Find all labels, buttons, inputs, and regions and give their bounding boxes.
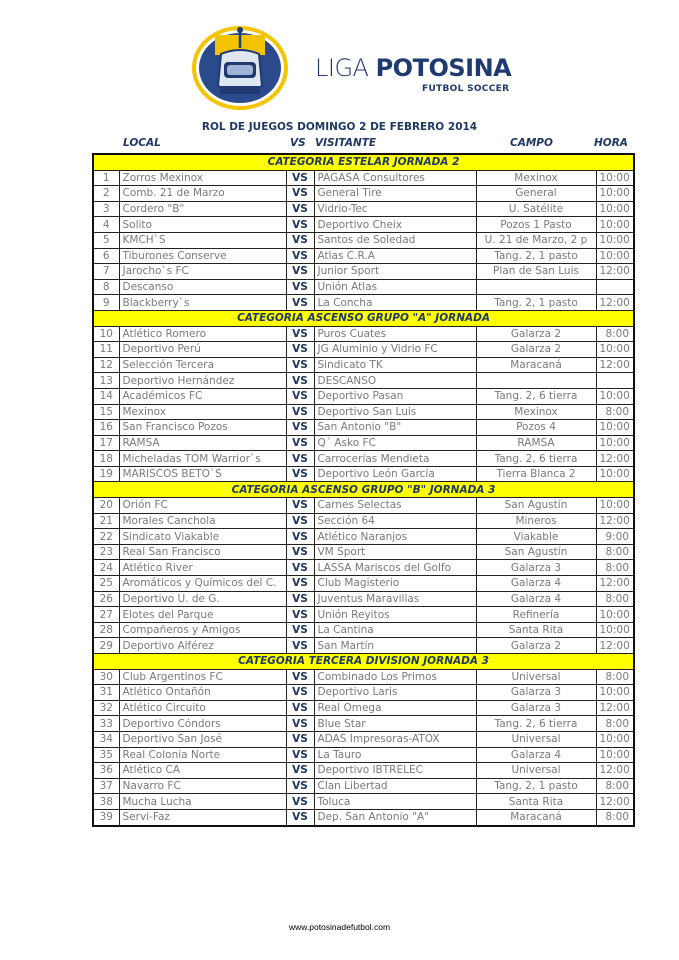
match-number: 12 (93, 357, 119, 373)
match-number: 32 (93, 700, 119, 716)
visiting-team: Junior Sport (314, 264, 476, 280)
match-number: 30 (93, 669, 119, 685)
local-team: Club Argentinos FC (119, 669, 286, 685)
match-time: 12:00 (596, 451, 634, 467)
match-time: 12:00 (596, 295, 634, 311)
local-team: Solito (119, 217, 286, 233)
vs-label: VS (286, 420, 314, 436)
visiting-team: Carnes Selectas (314, 498, 476, 514)
match-time: 10:00 (596, 420, 634, 436)
vs-label: VS (286, 326, 314, 342)
category-title: CATEGORIA ASCENSO GRUPO "B" JORNADA 3 (93, 482, 634, 498)
category-title: CATEGORIA ESTELAR JORNADA 2 (93, 154, 634, 170)
match-number: 11 (93, 342, 119, 358)
match-time: 10:00 (596, 232, 634, 248)
field-name: Galarza 4 (476, 576, 596, 592)
vs-label: VS (286, 451, 314, 467)
local-team: Aromáticos y Químicos del C. (119, 576, 286, 592)
vs-label: VS (286, 373, 314, 389)
field-name: Universal (476, 763, 596, 779)
field-name: U. Satélite (476, 201, 596, 217)
local-team: Deportivo Cóndors (119, 716, 286, 732)
field-name: Mexinox (476, 404, 596, 420)
visiting-team: Sección 64 (314, 513, 476, 529)
vs-label: VS (286, 170, 314, 186)
match-time: 8:00 (596, 809, 634, 825)
logo-potosina-text: POTOSINA (375, 54, 512, 82)
visiting-team: San Martín (314, 638, 476, 654)
match-time: 10:00 (596, 466, 634, 482)
local-team: Tiburones Conserve (119, 248, 286, 264)
local-team: Selección Tercera (119, 357, 286, 373)
category-title: CATEGORIA TERCERA DIVISION JORNADA 3 (93, 654, 634, 670)
logo-wordmark (315, 54, 511, 82)
field-name (476, 373, 596, 389)
field-name: Santa Rita (476, 622, 596, 638)
visiting-team: Atlas C.R.A (314, 248, 476, 264)
local-team: Zorros Mexinox (119, 170, 286, 186)
match-row (93, 420, 634, 436)
vs-label: VS (286, 607, 314, 623)
match-row (93, 498, 634, 514)
match-time: 10:00 (596, 217, 634, 233)
vs-label: VS (286, 232, 314, 248)
visiting-team: Puros Cuates (314, 326, 476, 342)
field-name: Galarza 3 (476, 700, 596, 716)
local-team: Descanso (119, 279, 286, 295)
vs-label: VS (286, 404, 314, 420)
visiting-team: Dep. San Antonio "A" (314, 809, 476, 825)
match-time: 10:00 (596, 186, 634, 202)
match-row (93, 685, 634, 701)
field-name: Mexinox (476, 170, 596, 186)
match-time (596, 373, 634, 389)
local-team: Sindicato Viakable (119, 529, 286, 545)
match-row (93, 513, 634, 529)
visiting-team: Clan Libertad (314, 778, 476, 794)
field-name: Pozos 4 (476, 420, 596, 436)
match-time: 9:00 (596, 529, 634, 545)
match-number: 15 (93, 404, 119, 420)
match-number: 36 (93, 763, 119, 779)
schedule-table (92, 153, 635, 827)
field-name: Viakable (476, 529, 596, 545)
match-time: 8:00 (596, 669, 634, 685)
match-number: 38 (93, 794, 119, 810)
field-name: Galarza 4 (476, 591, 596, 607)
match-number: 33 (93, 716, 119, 732)
match-number: 3 (93, 201, 119, 217)
match-number: 27 (93, 607, 119, 623)
match-number: 26 (93, 591, 119, 607)
match-row (93, 466, 634, 482)
match-time: 12:00 (596, 794, 634, 810)
column-header-vs: VS (290, 137, 306, 149)
match-time: 12:00 (596, 700, 634, 716)
match-time: 10:00 (596, 201, 634, 217)
schedule-body (93, 154, 634, 826)
visiting-team: La Concha (314, 295, 476, 311)
local-team: Atlético Ontañón (119, 685, 286, 701)
match-row (93, 638, 634, 654)
local-team: MARISCOS BETO`S (119, 466, 286, 482)
column-header-visitante: VISITANTE (315, 137, 377, 149)
match-row (93, 357, 634, 373)
match-number: 21 (93, 513, 119, 529)
local-team: KMCH`S (119, 232, 286, 248)
match-row (93, 388, 634, 404)
match-row (93, 295, 634, 311)
field-name: U. 21 de Marzo, 2 p (476, 232, 596, 248)
match-row (93, 607, 634, 623)
visiting-team: Deportivo IBTRELEC (314, 763, 476, 779)
match-row (93, 170, 634, 186)
match-number: 13 (93, 373, 119, 389)
match-row (93, 264, 634, 280)
match-time: 10:00 (596, 622, 634, 638)
match-time: 12:00 (596, 357, 634, 373)
match-row (93, 326, 634, 342)
match-row (93, 809, 634, 825)
match-row (93, 544, 634, 560)
match-number: 37 (93, 778, 119, 794)
vs-label: VS (286, 716, 314, 732)
document-title: ROL DE JUEGOS DOMINGO 2 DE FEBRERO 2014 (201, 121, 478, 133)
field-name: Tang. 2, 6 tierra (476, 388, 596, 404)
match-number: 5 (93, 232, 119, 248)
field-name: Tang. 2, 1 pasto (476, 248, 596, 264)
match-row (93, 342, 634, 358)
visiting-team: ADAS Impresoras-ATOX (314, 731, 476, 747)
field-name: Pozos 1 Pasto (476, 217, 596, 233)
visiting-team: Vidrio-Tec (314, 201, 476, 217)
match-number: 35 (93, 747, 119, 763)
match-row (93, 373, 634, 389)
vs-label: VS (286, 622, 314, 638)
visiting-team: Unión Reyitos (314, 607, 476, 623)
match-time: 8:00 (596, 326, 634, 342)
field-name: Tang. 2, 1 pasto (476, 295, 596, 311)
local-team: Real Colonia Norte (119, 747, 286, 763)
match-number: 4 (93, 217, 119, 233)
visiting-team: Combinado Los Primos (314, 669, 476, 685)
field-name (476, 279, 596, 295)
vs-label: VS (286, 264, 314, 280)
local-team: Deportivo U. de G. (119, 591, 286, 607)
match-row (93, 404, 634, 420)
match-row (93, 591, 634, 607)
vs-label: VS (286, 576, 314, 592)
match-row (93, 435, 634, 451)
match-row (93, 731, 634, 747)
match-row (93, 186, 634, 202)
local-team: Mucha Lucha (119, 794, 286, 810)
visiting-team: JG Aluminio y Vidrio FC (314, 342, 476, 358)
logo-subtitle: FUTBOL SOCCER (422, 84, 510, 94)
match-number: 19 (93, 466, 119, 482)
match-time (596, 279, 634, 295)
match-row (93, 763, 634, 779)
column-header-campo: CAMPO (510, 137, 553, 149)
visiting-team: Blue Star (314, 716, 476, 732)
match-row (93, 201, 634, 217)
match-row (93, 529, 634, 545)
field-name: General (476, 186, 596, 202)
visiting-team: Deportivo León García (314, 466, 476, 482)
local-team: RAMSA (119, 435, 286, 451)
field-name: Maracaná (476, 809, 596, 825)
match-time: 10:00 (596, 747, 634, 763)
match-time: 10:00 (596, 731, 634, 747)
match-number: 23 (93, 544, 119, 560)
match-number: 14 (93, 388, 119, 404)
vs-label: VS (286, 544, 314, 560)
match-number: 25 (93, 576, 119, 592)
match-time: 8:00 (596, 591, 634, 607)
match-number: 34 (93, 731, 119, 747)
match-time: 10:00 (596, 248, 634, 264)
vs-label: VS (286, 201, 314, 217)
match-time: 10:00 (596, 388, 634, 404)
vs-label: VS (286, 498, 314, 514)
trophy-emblem-icon (190, 24, 300, 114)
local-team: San Francisco Pozos (119, 420, 286, 436)
field-name: Refinería (476, 607, 596, 623)
category-header-row (93, 154, 634, 170)
vs-label: VS (286, 669, 314, 685)
visiting-team: DESCANSO (314, 373, 476, 389)
local-team: Jarocho`s FC (119, 264, 286, 280)
match-row (93, 576, 634, 592)
field-name: Universal (476, 669, 596, 685)
match-time: 10:00 (596, 435, 634, 451)
local-team: Atlético CA (119, 763, 286, 779)
match-time: 12:00 (596, 638, 634, 654)
match-time: 8:00 (596, 544, 634, 560)
match-time: 10:00 (596, 498, 634, 514)
match-number: 29 (93, 638, 119, 654)
visiting-team: Unión Atlas (314, 279, 476, 295)
match-number: 16 (93, 420, 119, 436)
vs-label: VS (286, 466, 314, 482)
match-number: 10 (93, 326, 119, 342)
match-number: 20 (93, 498, 119, 514)
match-time: 10:00 (596, 607, 634, 623)
local-team: Deportivo Perú (119, 342, 286, 358)
local-team: Académicos FC (119, 388, 286, 404)
match-number: 7 (93, 264, 119, 280)
category-header-row (93, 310, 634, 326)
visiting-team: Deportivo Laris (314, 685, 476, 701)
field-name: San Agustín (476, 544, 596, 560)
local-team: Atlético River (119, 560, 286, 576)
match-row (93, 622, 634, 638)
local-team: Deportivo San José (119, 731, 286, 747)
match-time: 12:00 (596, 576, 634, 592)
field-name: Universal (476, 731, 596, 747)
field-name: Santa Rita (476, 794, 596, 810)
visiting-team: PAGASA Consultores (314, 170, 476, 186)
logo-liga-text: LIGA (315, 54, 376, 82)
vs-label: VS (286, 529, 314, 545)
field-name: San Agustín (476, 498, 596, 514)
visiting-team: General Tire (314, 186, 476, 202)
match-row (93, 248, 634, 264)
vs-label: VS (286, 357, 314, 373)
match-row (93, 747, 634, 763)
match-number: 39 (93, 809, 119, 825)
match-time: 8:00 (596, 404, 634, 420)
field-name: Galarza 3 (476, 685, 596, 701)
field-name: Galarza 4 (476, 747, 596, 763)
field-name: Maracaná (476, 357, 596, 373)
vs-label: VS (286, 638, 314, 654)
match-row (93, 778, 634, 794)
match-time: 12:00 (596, 264, 634, 280)
match-row (93, 700, 634, 716)
vs-label: VS (286, 794, 314, 810)
vs-label: VS (286, 731, 314, 747)
local-team: Real San Francisco (119, 544, 286, 560)
field-name: Tang. 2, 6 tierra (476, 716, 596, 732)
visiting-team: Juventus Maravillas (314, 591, 476, 607)
match-time: 10:00 (596, 685, 634, 701)
match-row (93, 279, 634, 295)
local-team: Atlético Circuito (119, 700, 286, 716)
local-team: Morales Canchola (119, 513, 286, 529)
vs-label: VS (286, 747, 314, 763)
match-number: 28 (93, 622, 119, 638)
match-number: 31 (93, 685, 119, 701)
local-team: Deportivo Hernández (119, 373, 286, 389)
local-team: Servi-Faz (119, 809, 286, 825)
field-name: Tierra Blanca 2 (476, 466, 596, 482)
visiting-team: La Cantina (314, 622, 476, 638)
field-name: Galarza 2 (476, 342, 596, 358)
local-team: Navarro FC (119, 778, 286, 794)
website-footer: www.potosinadefutbol.com (288, 922, 391, 932)
visiting-team: Club Magisterio (314, 576, 476, 592)
local-team: Comb. 21 de Marzo (119, 186, 286, 202)
vs-label: VS (286, 217, 314, 233)
visiting-team: Santos de Soledad (314, 232, 476, 248)
match-time: 10:00 (596, 342, 634, 358)
match-time: 8:00 (596, 778, 634, 794)
match-row (93, 716, 634, 732)
visiting-team: San Antonio "B" (314, 420, 476, 436)
vs-label: VS (286, 435, 314, 451)
vs-label: VS (286, 342, 314, 358)
vs-label: VS (286, 763, 314, 779)
local-team: Compañeros y Amigos (119, 622, 286, 638)
vs-label: VS (286, 700, 314, 716)
match-row (93, 232, 634, 248)
match-time: 10:00 (596, 170, 634, 186)
visiting-team: La Tauro (314, 747, 476, 763)
match-row (93, 794, 634, 810)
match-time: 8:00 (596, 560, 634, 576)
column-header-hora: HORA (594, 137, 628, 149)
match-row (93, 451, 634, 467)
match-number: 8 (93, 279, 119, 295)
visiting-team: Atlético Naranjos (314, 529, 476, 545)
visiting-team: Deportivo Cheix (314, 217, 476, 233)
local-team: Blackberry`s (119, 295, 286, 311)
match-time: 8:00 (596, 716, 634, 732)
field-name: Mineros (476, 513, 596, 529)
local-team: Mexinox (119, 404, 286, 420)
field-name: Galarza 2 (476, 638, 596, 654)
column-header-local: LOCAL (123, 137, 161, 149)
match-number: 2 (93, 186, 119, 202)
local-team: Elotes del Parque (119, 607, 286, 623)
visiting-team: Real Omega (314, 700, 476, 716)
field-name: RAMSA (476, 435, 596, 451)
match-number: 17 (93, 435, 119, 451)
vs-label: VS (286, 248, 314, 264)
field-name: Tang. 2, 6 tierra (476, 451, 596, 467)
visiting-team: Sindicato TK (314, 357, 476, 373)
vs-label: VS (286, 186, 314, 202)
local-team: Orión FC (119, 498, 286, 514)
vs-label: VS (286, 809, 314, 825)
visiting-team: Carrocerías Mendieta (314, 451, 476, 467)
local-team: Atlético Romero (119, 326, 286, 342)
match-number: 1 (93, 170, 119, 186)
vs-label: VS (286, 685, 314, 701)
visiting-team: Deportivo Pasan (314, 388, 476, 404)
visiting-team: LASSA Mariscos del Golfo (314, 560, 476, 576)
liga-potosina-logo (190, 24, 512, 114)
field-name: Galarza 2 (476, 326, 596, 342)
vs-label: VS (286, 295, 314, 311)
match-time: 12:00 (596, 513, 634, 529)
vs-label: VS (286, 778, 314, 794)
field-name: Plan de San Luis (476, 264, 596, 280)
category-header-row (93, 482, 634, 498)
match-row (93, 669, 634, 685)
match-time: 12:00 (596, 763, 634, 779)
field-name: Galarza 3 (476, 560, 596, 576)
match-number: 24 (93, 560, 119, 576)
visiting-team: Toluca (314, 794, 476, 810)
local-team: Deportivo Alférez (119, 638, 286, 654)
vs-label: VS (286, 513, 314, 529)
visiting-team: Deportivo San Luis (314, 404, 476, 420)
match-number: 18 (93, 451, 119, 467)
match-number: 22 (93, 529, 119, 545)
visiting-team: VM Sport (314, 544, 476, 560)
vs-label: VS (286, 388, 314, 404)
category-header-row (93, 654, 634, 670)
visiting-team: Q´ Asko FC (314, 435, 476, 451)
vs-label: VS (286, 591, 314, 607)
category-title: CATEGORIA ASCENSO GRUPO "A" JORNADA (93, 310, 634, 326)
match-number: 6 (93, 248, 119, 264)
local-team: Cordero "B" (119, 201, 286, 217)
match-number: 9 (93, 295, 119, 311)
vs-label: VS (286, 279, 314, 295)
local-team: Micheladas TOM Warrior`s (119, 451, 286, 467)
field-name: Tang. 2, 1 pasto (476, 778, 596, 794)
match-row (93, 560, 634, 576)
match-row (93, 217, 634, 233)
vs-label: VS (286, 560, 314, 576)
